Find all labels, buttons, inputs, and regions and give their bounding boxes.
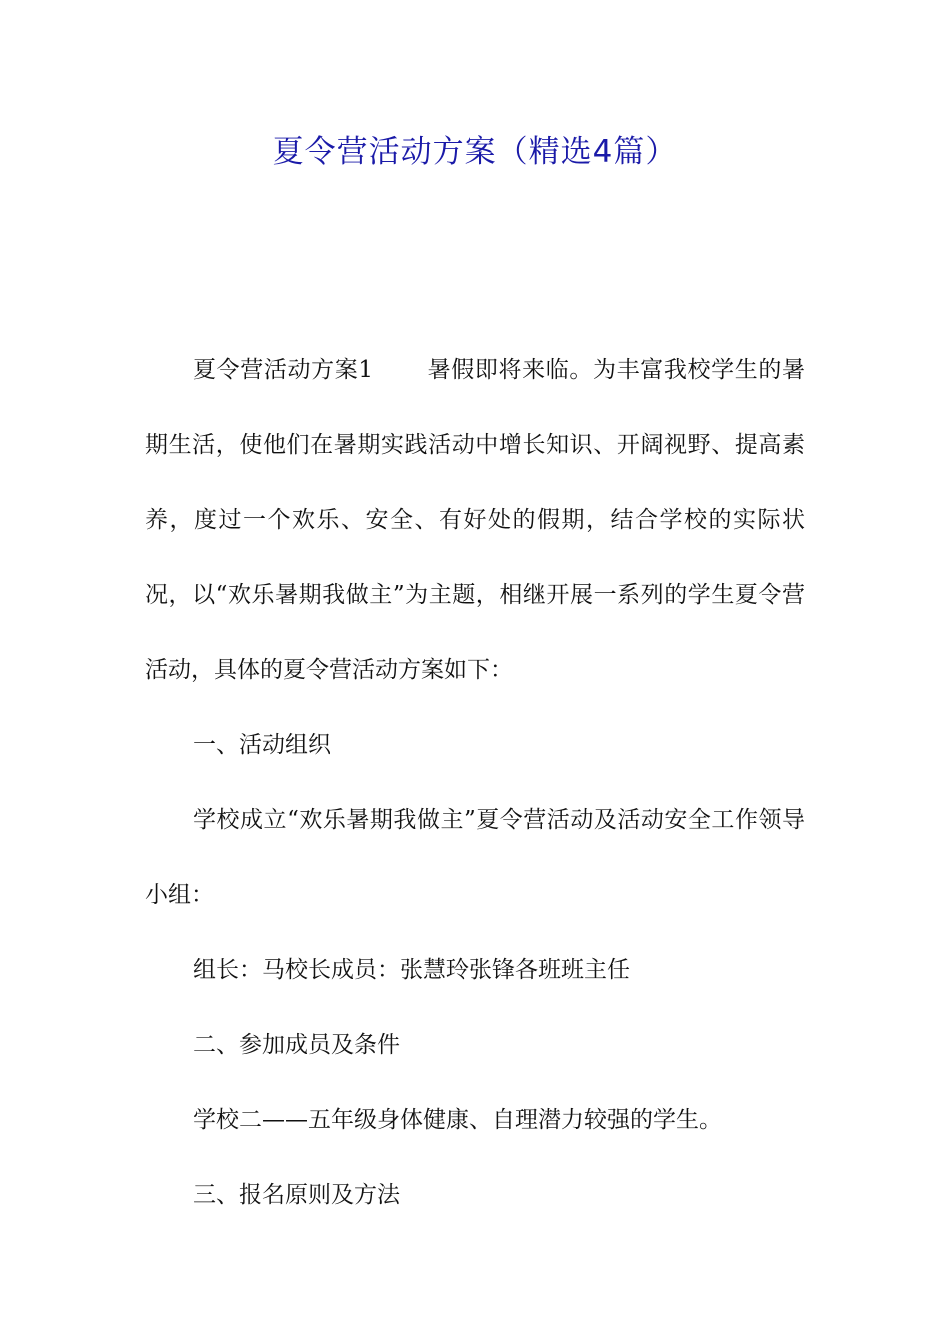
section-heading-organization: 一、活动组织 — [193, 732, 331, 758]
intro-heading: 夏令营活动方案1 — [193, 357, 374, 383]
document-title: 夏令营活动方案（精选4篇） — [272, 134, 678, 170]
document-body — [145, 333, 805, 1233]
paragraph-leadership-group: 学校成立“欢乐暑期我做主”夏令营活动及活动安全工作领导小组： — [145, 807, 805, 908]
intro-paragraph — [145, 333, 805, 708]
section-heading-registration: 三、报名原则及方法 — [193, 1182, 400, 1208]
paragraph-participants: 学校二——五年级身体健康、自理潜力较强的学生。 — [193, 1107, 722, 1133]
paragraph-members: 组长：马校长成员：张慧玲张锋各班班主任 — [193, 957, 630, 983]
intro-text: 暑假即将来临。为丰富我校学生的暑期生活，使他们在暑期实践活动中增长知识、开阔视野、提高素养，度过一个欢乐、安全、有好处的假期，结合学校的实际状况，以“欢乐暑期我做主”为主题，相继开展一系列的学生夏令营活动，具体的夏令营活动方案如下： — [145, 357, 806, 683]
section-heading-participants: 二、参加成员及条件 — [193, 1032, 400, 1058]
